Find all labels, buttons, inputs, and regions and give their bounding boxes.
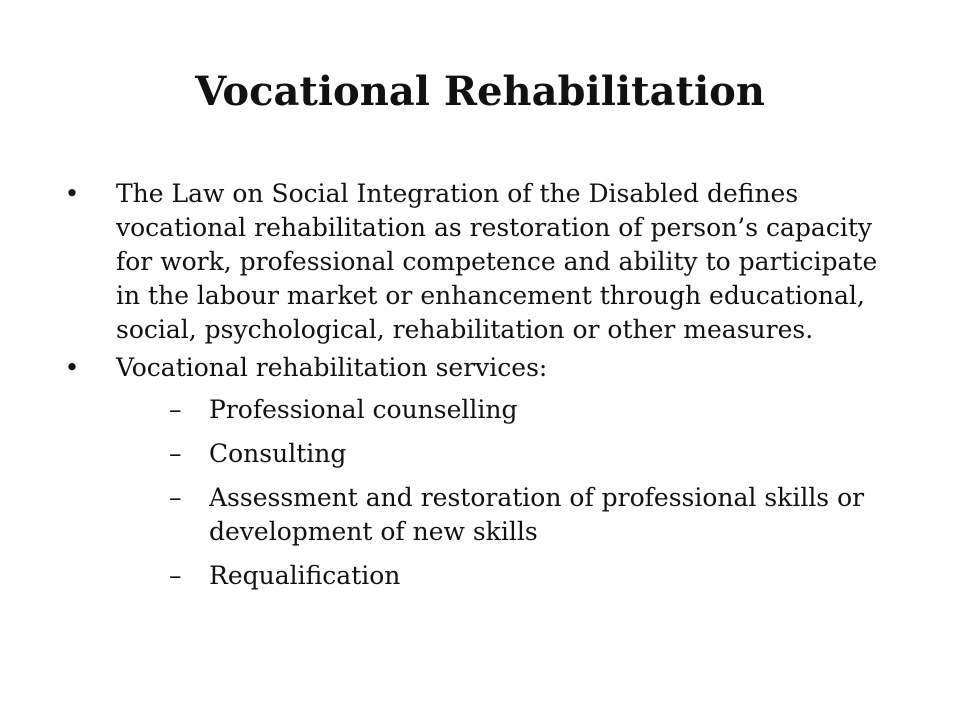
dash-marker: –	[169, 395, 182, 424]
dash-marker: –	[169, 439, 182, 468]
sub-item-assessment-restoration	[116, 481, 902, 549]
bullet-item-law-definition	[62, 177, 902, 347]
bullet-list	[62, 177, 902, 603]
sub-item-text: Assessment and restoration of professional skills or development of new skills	[209, 483, 865, 546]
sub-item-text: Requalification	[209, 561, 401, 590]
sub-item-consulting	[116, 437, 902, 471]
sub-item-text: Consulting	[209, 439, 347, 468]
bullet-marker: •	[64, 353, 80, 382]
dash-marker: –	[169, 561, 182, 590]
sub-item-text: Professional counselling	[209, 395, 518, 424]
dash-marker: –	[169, 483, 182, 512]
sub-item-professional-counselling	[116, 393, 902, 427]
sub-item-requalification	[116, 559, 902, 593]
bullet-marker: •	[64, 179, 80, 208]
bullet-item-services	[62, 351, 902, 593]
bullet-text: Vocational rehabilitation services:	[116, 353, 548, 382]
slide-title: Vocational Rehabilitation	[195, 68, 765, 115]
services-sub-list	[116, 393, 902, 593]
bullet-text: The Law on Social Integration of the Disabled defines vocational rehabilitation as restoration of person’s capacity for work, professional competence and ability to participate in the labour market or enhancement through educational, social, psychological, rehabilitation or other measures.	[116, 179, 878, 344]
